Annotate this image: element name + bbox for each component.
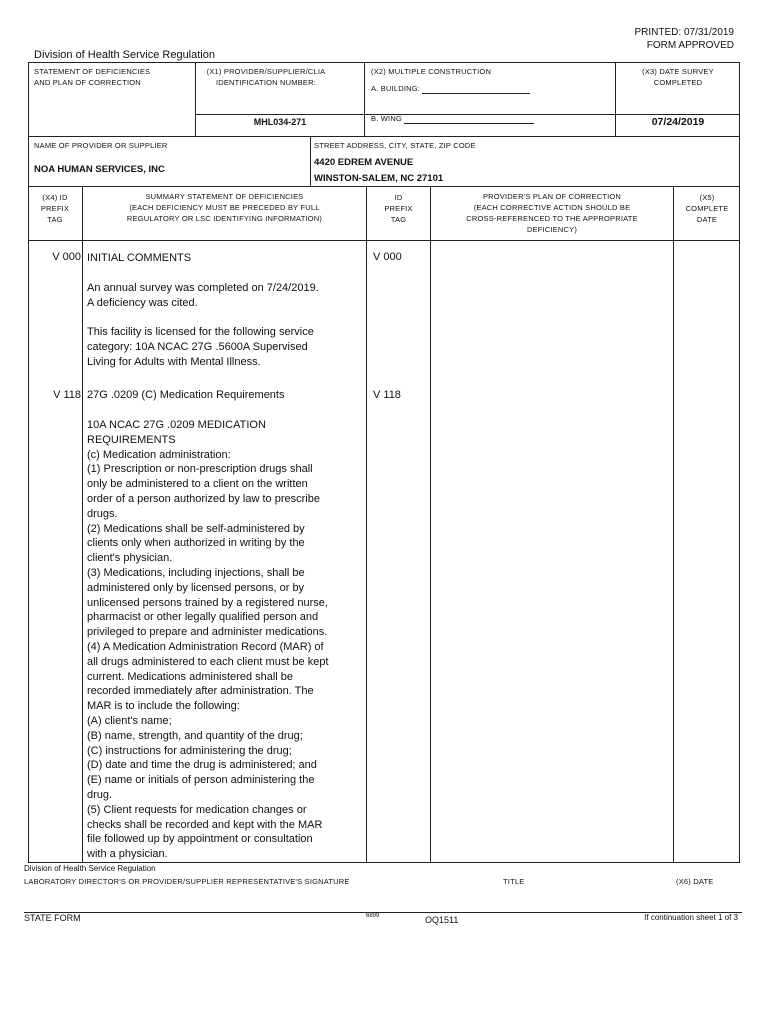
form-status: FORM APPROVED bbox=[646, 40, 734, 51]
title-label: TITLE bbox=[503, 877, 525, 886]
entry-title: INITIAL COMMENTS bbox=[87, 252, 192, 264]
x1-identification-number: MHL034-271 bbox=[253, 117, 307, 127]
entry-tag: V 000 bbox=[52, 251, 81, 263]
statement-label: STATEMENT OF DEFICIENCIES AND PLAN OF CORRECTION bbox=[34, 67, 151, 87]
address-line2: WINSTON-SALEM, NC 27101 bbox=[314, 173, 444, 184]
col-summary-statement: SUMMARY STATEMENT OF DEFICIENCIES (EACH DEFICIENCY MUST BE PRECEDED BY FULL REGULATORY OR LSC IDENTIFYING INFORMATION) bbox=[126, 192, 323, 223]
entry-tag: V 118 bbox=[53, 389, 81, 401]
entry-paragraph: This facility is licensed for the following service category: 10A NCAC 27G .5600A Supervised Living for Adults with Mental Illness. bbox=[87, 326, 314, 368]
wing-label: B. WING bbox=[371, 114, 402, 123]
state-form-label: STATE FORM bbox=[24, 913, 81, 923]
provider-name: NOA HUMAN SERVICES, INC bbox=[34, 164, 165, 175]
printed-date: PRINTED: 07/31/2019 bbox=[634, 27, 734, 38]
entry-id-tag: V 000 bbox=[373, 251, 402, 263]
continuation-sheet: If continuation sheet 1 of 3 bbox=[644, 913, 738, 922]
signature-label: LABORATORY DIRECTOR'S OR PROVIDER/SUPPLIER REPRESENTATIVE'S SIGNATURE bbox=[24, 877, 350, 886]
division-title: Division of Health Service Regulation bbox=[34, 49, 215, 61]
wing-field bbox=[371, 113, 534, 124]
col-id-prefix-tag: ID PREFIX TAG bbox=[384, 193, 413, 224]
address-label: STREET ADDRESS, CITY, STATE, ZIP CODE bbox=[314, 141, 476, 150]
provider-name-label: NAME OF PROVIDER OR SUPPLIER bbox=[34, 141, 168, 150]
col-x5-complete-date: (X5) COMPLETE DATE bbox=[685, 193, 729, 224]
col-x4-prefix-tag: (X4) ID PREFIX TAG bbox=[40, 193, 70, 224]
x6-date-label: (X6) DATE bbox=[676, 877, 714, 886]
x3-date-survey-completed: 07/24/2019 bbox=[651, 116, 705, 128]
event-id: OQ1511 bbox=[425, 915, 459, 925]
entry-paragraph: An annual survey was completed on 7/24/2019. A deficiency was cited. bbox=[87, 282, 319, 309]
x1-label: (X1) PROVIDER/SUPPLIER/CLIA IDENTIFICATION NUMBER: bbox=[206, 67, 326, 87]
col-plan-of-correction: PROVIDER'S PLAN OF CORRECTION (EACH CORRECTIVE ACTION SHOULD BE CROSS-REFERENCED TO THE APPROPRIATE DEFICIENCY) bbox=[466, 192, 638, 234]
x3-label: (X3) DATE SURVEY COMPLETED bbox=[642, 67, 714, 87]
address-line1: 4420 EDREM AVENUE bbox=[314, 157, 414, 168]
entry-id-tag: V 118 bbox=[373, 389, 401, 401]
entry-paragraph: 10A NCAC 27G .0209 MEDICATION REQUIREMENTS (c) Medication administration: (1) Prescription or non-prescription drugs shall only be administered to a client on the written order of a person authorized by law to prescribe drugs. (2) Medications shall be self-administered by clients only when authorized in writing by the client's physician. (3) Medications, including injections, shall be administered only by licensed persons, or by unlicensed persons trained by a registered nurse, pharmacist or other legally qualified person and privileged to prepare and administer medications. (4) A Medication Administration Record (MAR) of all drugs administered to each client must be kept current. Medications administered shall be recorded immediately after administration. The MAR is to include the following: (A) client's name; (B) name, strength, and quantity of the drug; (C) instructions for administering the drug; (D) date and time the drug is administered; and (E) name or initials of person administering the drug. (5) Client requests for medication changes or checks shall be recorded and kept with the MAR file followed up by appointment or consultation with a physician. bbox=[87, 419, 329, 861]
building-field bbox=[371, 83, 530, 94]
entry-title: 27G .0209 (C) Medication Requirements bbox=[87, 389, 285, 401]
x2-label: (X2) MULTIPLE CONSTRUCTION bbox=[371, 67, 492, 76]
building-label: A. BUILDING: bbox=[371, 84, 421, 93]
footer-division: Division of Health Service Regulation bbox=[24, 864, 156, 873]
form-code: 6899 bbox=[366, 913, 380, 919]
